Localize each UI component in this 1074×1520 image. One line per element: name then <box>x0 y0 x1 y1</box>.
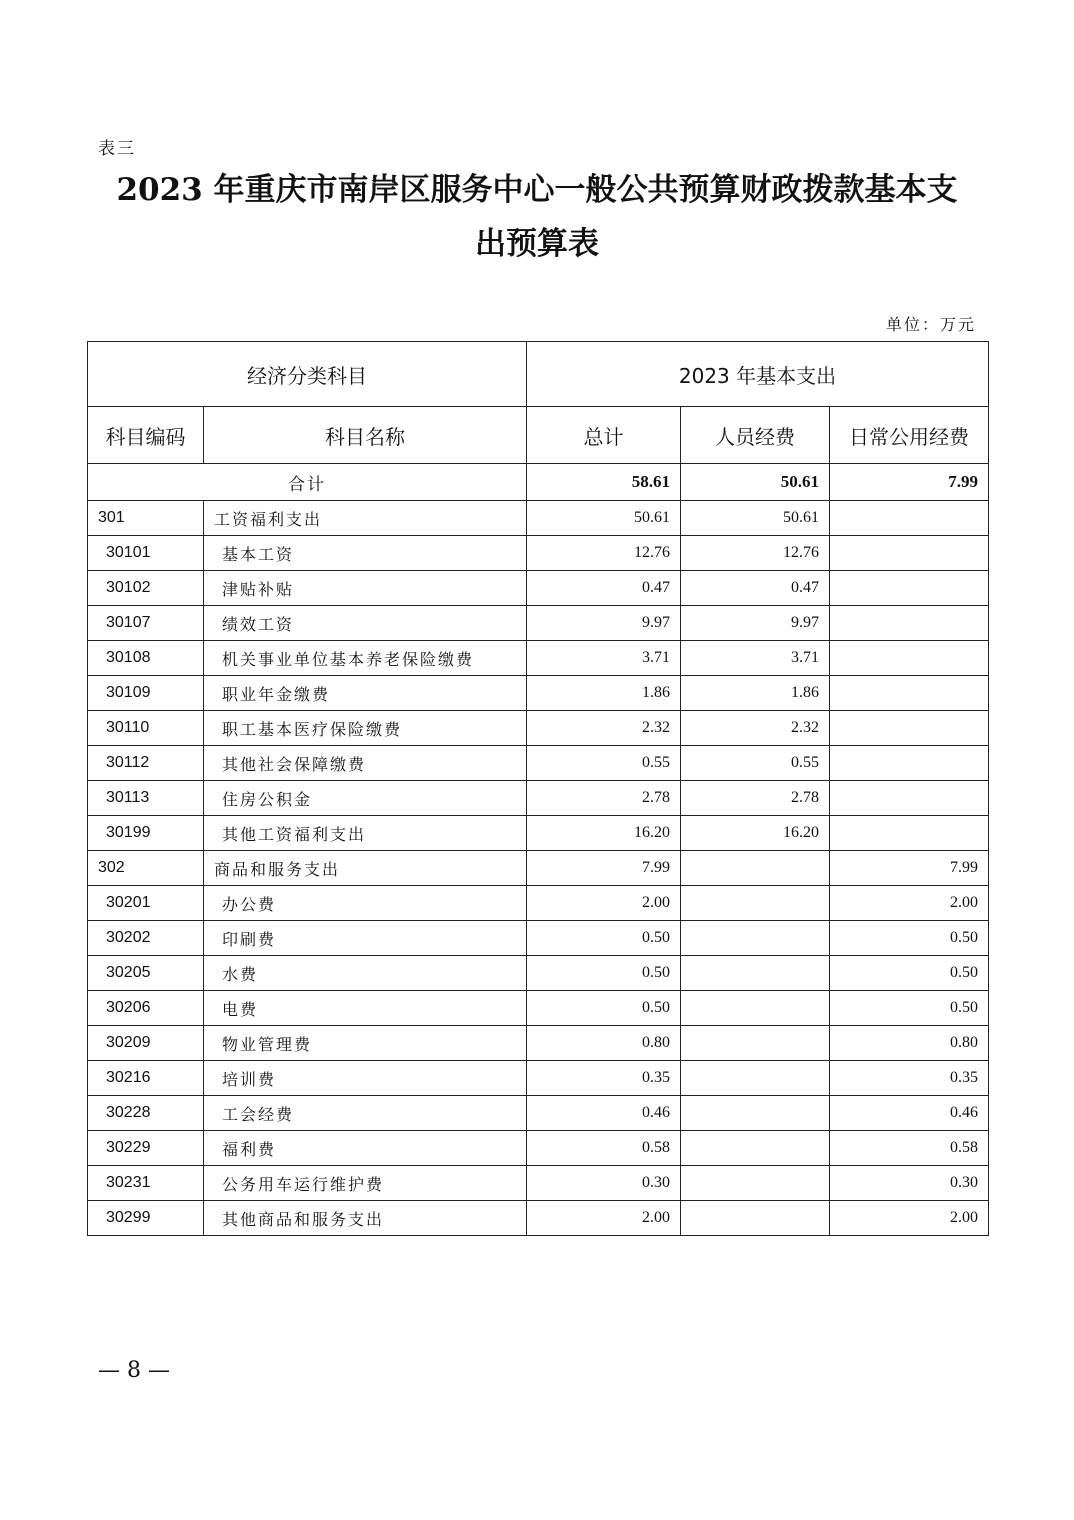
public-value <box>830 676 989 711</box>
table-row <box>88 1166 989 1201</box>
table-row <box>88 501 989 536</box>
subject-name: 印刷费 <box>204 921 527 956</box>
public-value: 0.35 <box>830 1061 989 1096</box>
subject-code: 30102 <box>88 571 204 606</box>
total-label: 合计 <box>88 464 527 501</box>
subject-name: 物业管理费 <box>204 1026 527 1061</box>
personnel-value: 12.76 <box>681 536 830 571</box>
table-row <box>88 1201 989 1236</box>
total-value: 0.30 <box>527 1166 681 1201</box>
total-value: 0.46 <box>527 1096 681 1131</box>
public-value: 0.80 <box>830 1026 989 1061</box>
personnel-value: 2.32 <box>681 711 830 746</box>
subject-name: 其他社会保障缴费 <box>204 746 527 781</box>
subject-code: 30113 <box>88 781 204 816</box>
public-value: 2.00 <box>830 886 989 921</box>
public-value: 7.99 <box>830 851 989 886</box>
total-value: 2.00 <box>527 886 681 921</box>
subject-code: 30112 <box>88 746 204 781</box>
public-value: 0.58 <box>830 1131 989 1166</box>
subject-code: 30229 <box>88 1131 204 1166</box>
total-value: 7.99 <box>527 851 681 886</box>
total-value: 0.55 <box>527 746 681 781</box>
total-value: 0.58 <box>527 1131 681 1166</box>
table-row <box>88 991 989 1026</box>
subject-code: 301 <box>88 501 204 536</box>
subject-name: 商品和服务支出 <box>204 851 527 886</box>
total-value: 9.97 <box>527 606 681 641</box>
personnel-value <box>681 956 830 991</box>
table-row <box>88 676 989 711</box>
public-value: 0.50 <box>830 921 989 956</box>
subject-name: 工资福利支出 <box>204 501 527 536</box>
table-row <box>88 851 989 886</box>
subject-code: 30108 <box>88 641 204 676</box>
total-value: 16.20 <box>527 816 681 851</box>
header-total: 总计 <box>527 407 681 464</box>
total-value: 3.71 <box>527 641 681 676</box>
budget-table <box>87 341 989 1236</box>
total-value: 50.61 <box>527 501 681 536</box>
total-value: 0.50 <box>527 991 681 1026</box>
header-personnel-cost: 人员经费 <box>681 407 830 464</box>
subject-name: 津贴补贴 <box>204 571 527 606</box>
header-subject-code: 科目编码 <box>88 407 204 464</box>
personnel-value: 16.20 <box>681 816 830 851</box>
personnel-value <box>681 1201 830 1236</box>
subject-code: 30216 <box>88 1061 204 1096</box>
subject-code: 30107 <box>88 606 204 641</box>
public-value <box>830 641 989 676</box>
public-value <box>830 781 989 816</box>
subject-name: 办公费 <box>204 886 527 921</box>
personnel-value: 0.55 <box>681 746 830 781</box>
personnel-value <box>681 1096 830 1131</box>
table-row <box>88 641 989 676</box>
table-row <box>88 1096 989 1131</box>
public-value: 0.50 <box>830 991 989 1026</box>
subject-name: 住房公积金 <box>204 781 527 816</box>
public-value: 2.00 <box>830 1201 989 1236</box>
header-public-cost: 日常公用经费 <box>830 407 989 464</box>
subject-code: 30110 <box>88 711 204 746</box>
subject-code: 302 <box>88 851 204 886</box>
personnel-value <box>681 991 830 1026</box>
personnel-value: 0.47 <box>681 571 830 606</box>
page-number: — 8 — <box>98 1358 170 1383</box>
subject-name: 电费 <box>204 991 527 1026</box>
personnel-value <box>681 921 830 956</box>
table-row <box>88 956 989 991</box>
public-value <box>830 711 989 746</box>
header-economic-classification: 经济分类科目 <box>88 342 527 407</box>
table-row <box>88 536 989 571</box>
total-personnel: 50.61 <box>681 464 830 501</box>
unit-label: 单位：万元 <box>885 315 976 334</box>
total-row <box>88 464 989 501</box>
total-value: 0.35 <box>527 1061 681 1096</box>
personnel-value <box>681 1026 830 1061</box>
subject-code: 30201 <box>88 886 204 921</box>
personnel-value <box>681 1061 830 1096</box>
table-row <box>88 571 989 606</box>
subject-name: 培训费 <box>204 1061 527 1096</box>
total-value: 2.78 <box>527 781 681 816</box>
personnel-value <box>681 886 830 921</box>
subject-name: 福利费 <box>204 1131 527 1166</box>
subject-name: 机关事业单位基本养老保险缴费 <box>204 641 527 676</box>
total-value: 1.86 <box>527 676 681 711</box>
total-value: 2.32 <box>527 711 681 746</box>
subject-code: 30299 <box>88 1201 204 1236</box>
document-title-line2: 出预算表 <box>475 226 599 262</box>
personnel-value <box>681 1131 830 1166</box>
subject-code: 30205 <box>88 956 204 991</box>
personnel-value: 2.78 <box>681 781 830 816</box>
table-row <box>88 711 989 746</box>
public-value <box>830 571 989 606</box>
header-basic-expenditure: 2023 年基本支出 <box>527 342 989 407</box>
table-row <box>88 886 989 921</box>
public-value <box>830 816 989 851</box>
public-value: 0.50 <box>830 956 989 991</box>
public-value: 0.30 <box>830 1166 989 1201</box>
total-sum: 58.61 <box>527 464 681 501</box>
table-row <box>88 816 989 851</box>
table-row <box>88 746 989 781</box>
public-value <box>830 606 989 641</box>
table-row <box>88 921 989 956</box>
table-row <box>88 606 989 641</box>
subject-code: 30109 <box>88 676 204 711</box>
subject-code: 30228 <box>88 1096 204 1131</box>
subject-name: 职业年金缴费 <box>204 676 527 711</box>
total-value: 2.00 <box>527 1201 681 1236</box>
subject-name: 公务用车运行维护费 <box>204 1166 527 1201</box>
public-value: 0.46 <box>830 1096 989 1131</box>
subject-name: 其他工资福利支出 <box>204 816 527 851</box>
subject-name: 基本工资 <box>204 536 527 571</box>
personnel-value <box>681 1166 830 1201</box>
total-value: 0.47 <box>527 571 681 606</box>
table-row <box>88 781 989 816</box>
total-value: 0.80 <box>527 1026 681 1061</box>
table-row <box>88 1026 989 1061</box>
subject-name: 水费 <box>204 956 527 991</box>
public-value <box>830 536 989 571</box>
total-value: 0.50 <box>527 921 681 956</box>
document-title-line1: 2023 年重庆市南岸区服务中心一般公共预算财政拨款基本支 <box>116 172 958 208</box>
table-row <box>88 1061 989 1096</box>
personnel-value: 50.61 <box>681 501 830 536</box>
total-value: 0.50 <box>527 956 681 991</box>
subject-code: 30101 <box>88 536 204 571</box>
subject-name: 工会经费 <box>204 1096 527 1131</box>
personnel-value: 3.71 <box>681 641 830 676</box>
subject-name: 其他商品和服务支出 <box>204 1201 527 1236</box>
subject-code: 30206 <box>88 991 204 1026</box>
personnel-value: 1.86 <box>681 676 830 711</box>
subject-code: 30202 <box>88 921 204 956</box>
table-row <box>88 1131 989 1166</box>
subject-code: 30231 <box>88 1166 204 1201</box>
public-value <box>830 501 989 536</box>
personnel-value: 9.97 <box>681 606 830 641</box>
subject-name: 职工基本医疗保险缴费 <box>204 711 527 746</box>
personnel-value <box>681 851 830 886</box>
public-value <box>830 746 989 781</box>
header-subject-name: 科目名称 <box>204 407 527 464</box>
subject-code: 30199 <box>88 816 204 851</box>
table-label: 表三 <box>98 139 136 159</box>
subject-code: 30209 <box>88 1026 204 1061</box>
total-public: 7.99 <box>830 464 989 501</box>
total-value: 12.76 <box>527 536 681 571</box>
subject-name: 绩效工资 <box>204 606 527 641</box>
